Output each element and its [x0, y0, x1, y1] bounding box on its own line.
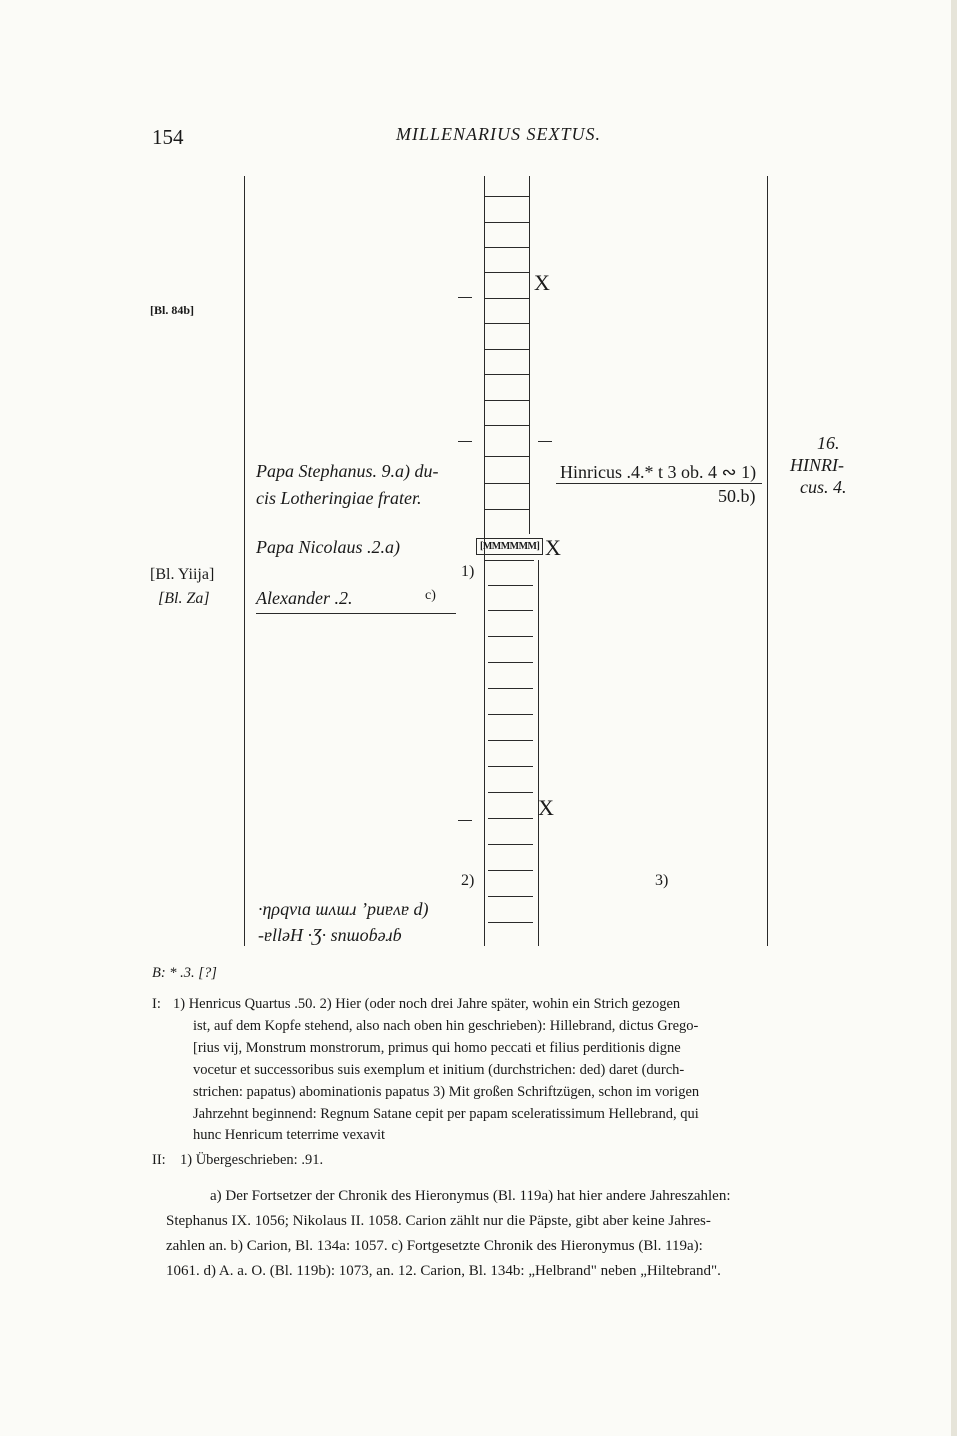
year-column-right-line-bottom [538, 560, 539, 946]
note-marker-c: c) [425, 588, 436, 603]
apparatus-i-line: hunc Henricum teterrime vexavit [193, 1127, 386, 1143]
footnote-line: zahlen an. b) Carion, Bl. 134a: 1057. c) Fortgesetzte Chronik des Hieronymus (Bl. 119a): [166, 1238, 703, 1254]
dash [538, 441, 552, 442]
footnote-line: a) Der Fortsetzer der Chronik des Hieronymus (Bl. 119a) hat hier andere Jahreszahlen: [210, 1188, 731, 1204]
page-number: 154 [152, 125, 184, 149]
apparatus-b-line: B: * .3. [?] [152, 965, 217, 981]
apparatus-ii-line: 1) Übergeschrieben: .91. [180, 1152, 324, 1168]
apparatus-ii-label: II: [152, 1152, 166, 1168]
year-box-label: [MMMMMM] [476, 538, 543, 555]
entry-underline [256, 613, 456, 614]
apparatus-i-line: vocetur et successoribus suis exemplum et initium (durchstrichen: ded) daret (durch- [193, 1062, 685, 1078]
year-column-right-line-top [529, 176, 530, 534]
year-column-left-line [484, 176, 485, 946]
apparatus-i-line: 1) Henricus Quartus .50. 2) Hier (oder noch drei Jahre später, wohin ein Strich gezogen [173, 996, 681, 1012]
decade-mark-x: X [534, 270, 550, 295]
apparatus-i-line: Jahrzehnt beginnend: Regnum Satane cepit per papam sceleratissimum Hellebrand, qui [193, 1106, 699, 1122]
margin-note-bl84b: [Bl. 84b] [150, 303, 195, 317]
left-frame-line [244, 176, 245, 946]
decade-mark-x: X [538, 795, 554, 820]
footnote-line: 1061. d) A. a. O. (Bl. 119b): 1073, an. 12. Carion, Bl. 134b: „Helbrand" neben „Hiltebrand". [166, 1263, 721, 1279]
king-name-line2: cus. 4. [800, 477, 847, 497]
apparatus-i-label: I: [152, 996, 161, 1012]
entry-nicolaus: Papa Nicolaus .2.a) [256, 537, 400, 557]
footnote-line: Stephanus IX. 1056; Nikolaus II. 1058. Carion zählt nur die Päpste, gibt aber keine Jahres- [166, 1213, 711, 1229]
entry-stephanus-line2: cis Lotheringiae frater. [256, 488, 422, 508]
note-marker-3: 3) [655, 872, 669, 889]
entry-underline [556, 483, 762, 484]
apparatus-i-line: strichen: papatus) abominationis papatus 3) Mit großen Schriftzügen, schon im vorigen [193, 1084, 700, 1100]
margin-note-blza: [Bl. Za] [158, 590, 210, 607]
entry-inverted-line1: ·ηρqvιɑ ɯʌɯɹ ʼpuɐʌɐ d) [258, 899, 429, 919]
dash [458, 441, 472, 442]
king-number: 16. [817, 433, 840, 453]
entry-inverted-line2: -ɐllǝH ·Ʒ· snɯoɓǝɹɓ [258, 925, 402, 945]
running-head: MILLENARIUS SEXTUS. [396, 124, 601, 144]
dash [458, 820, 472, 821]
note-marker-2: 2) [461, 872, 475, 889]
decade-mark-x: X [545, 535, 561, 560]
right-frame-line [767, 176, 768, 946]
entry-alexander: Alexander .2. [256, 588, 353, 608]
page-edge-shadow [951, 0, 957, 1436]
entry-fifty: 50.b) [718, 486, 756, 506]
apparatus-i-line: ist, auf dem Kopfe stehend, also nach oben hin geschrieben): Hillebrand, dictus Grego- [193, 1018, 699, 1034]
note-marker-1: 1) [461, 563, 475, 580]
entry-hinricus: Hinricus .4.* t 3 ob. 4 ∾ 1) [560, 462, 757, 482]
king-name-line1: HINRI- [790, 455, 844, 475]
margin-note-blyiija: [Bl. Yiija] [150, 566, 215, 583]
apparatus-i-line: [rius vij, Monstrum monstrorum, primus qui homo peccati et filius perditionis digne [193, 1040, 681, 1056]
dash [458, 297, 472, 298]
entry-stephanus-line1: Papa Stephanus. 9.a) du- [256, 461, 439, 481]
